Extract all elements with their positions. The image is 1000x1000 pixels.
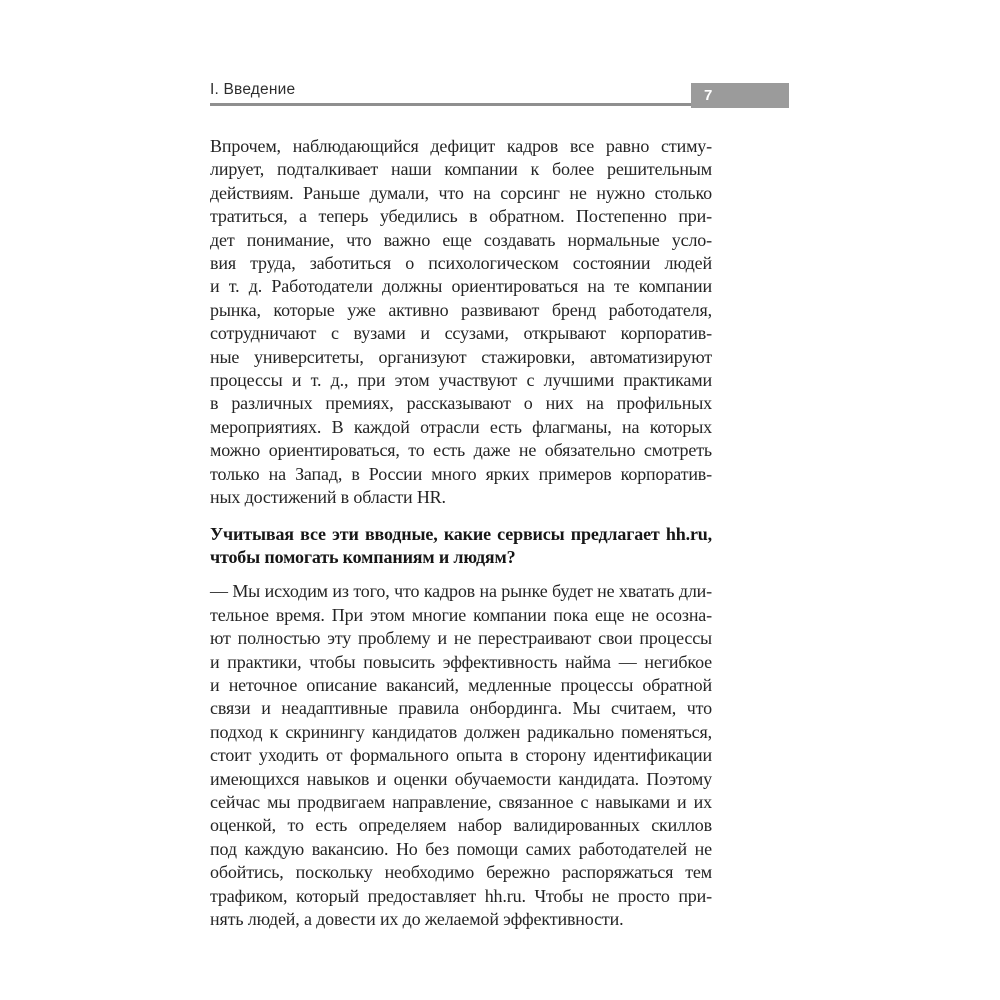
text-line: сотрудничают с вузами и ссузами, открывают корпоратив-: [210, 323, 712, 344]
question-heading: [210, 523, 712, 570]
page-number: 7: [704, 87, 713, 104]
text-line: под каждую вакансию. Но без помощи самих работодателей не: [210, 838, 712, 859]
text-line: мероприятиях. В каждой отрасли есть флагманы, на которых: [210, 416, 712, 437]
text-line: сейчас мы продвигаем направление, связанное с навыками и их: [210, 791, 712, 812]
text-line: оценкой, то есть определяем набор валидированных скиллов: [210, 815, 712, 836]
text-line: и неточное описание вакансий, медленные процессы обратной: [210, 674, 712, 695]
text-line: связи и неадаптивные правила онбординга. Мы считаем, что: [210, 698, 712, 719]
header-rule: [210, 103, 691, 106]
text-column: [210, 135, 712, 931]
text-line: и т. д. Работодатели должны ориентироваться на те компании: [210, 276, 712, 297]
text-line: можно ориентироваться, то есть даже не обязательно смотреть: [210, 440, 712, 461]
page-number-box: [691, 83, 789, 108]
text-line: лирует, подталкивает наши компании к более решительным: [210, 159, 712, 180]
text-line: имеющихся навыков и оценки обучаемости кандидата. Поэтому: [210, 768, 712, 789]
text-line: тельное время. При этом многие компании пока еще не осозна-: [210, 604, 712, 625]
text-line: трафиком, который предоставляет hh.ru. Чтобы не просто при-: [210, 885, 712, 906]
question-line: чтобы помогать компаниям и людям?: [210, 546, 516, 567]
text-line: процессы и т. д., при этом участвуют с лучшими практиками: [210, 370, 712, 391]
text-line: обойтись, поскольку необходимо бережно распоряжаться тем: [210, 862, 712, 883]
intro-paragraph: [210, 135, 712, 510]
text-line: — Мы исходим из того, что кадров на рынке будет не хватать дли-: [210, 581, 712, 602]
text-line: действиям. Раньше думали, что на сорсинг не нужно столько: [210, 182, 712, 203]
text-line: только на Запад, в России много ярких примеров корпоратив-: [210, 463, 712, 484]
text-line: Впрочем, наблюдающийся дефицит кадров все равно стиму-: [210, 136, 712, 156]
text-line: вия труда, заботиться о психологическом состоянии людей: [210, 253, 712, 274]
text-line: ные университеты, организуют стажировки, автоматизируют: [210, 346, 712, 367]
text-line: рынка, которые уже активно развивают бренд работодателя,: [210, 299, 712, 320]
text-line: дет понимание, что важно еще создавать нормальные усло-: [210, 229, 712, 250]
answer-paragraph: [210, 580, 712, 931]
text-line: ных достижений в области HR.: [210, 487, 446, 508]
text-line: нять людей, а довести их до желаемой эффективности.: [210, 909, 624, 929]
question-line: Учитывая все эти вводные, какие сервисы предлагает hh.ru,: [210, 523, 712, 544]
text-line: в различных премиях, рассказывают о них на профильных: [210, 393, 712, 414]
text-line: и практики, чтобы повысить эффективность найма — негибкое: [210, 651, 712, 672]
chapter-title: I. Введение: [210, 81, 296, 98]
text-line: подход к скринингу кандидатов должен радикально поменяться,: [210, 721, 712, 742]
text-line: ют полностью эту проблему и не перестраивают свои процессы: [210, 628, 712, 649]
text-line: стоит уходить от формального опыта в сторону идентификации: [210, 745, 712, 766]
text-line: тратиться, а теперь убедились в обратном. Постепенно при-: [210, 206, 712, 227]
